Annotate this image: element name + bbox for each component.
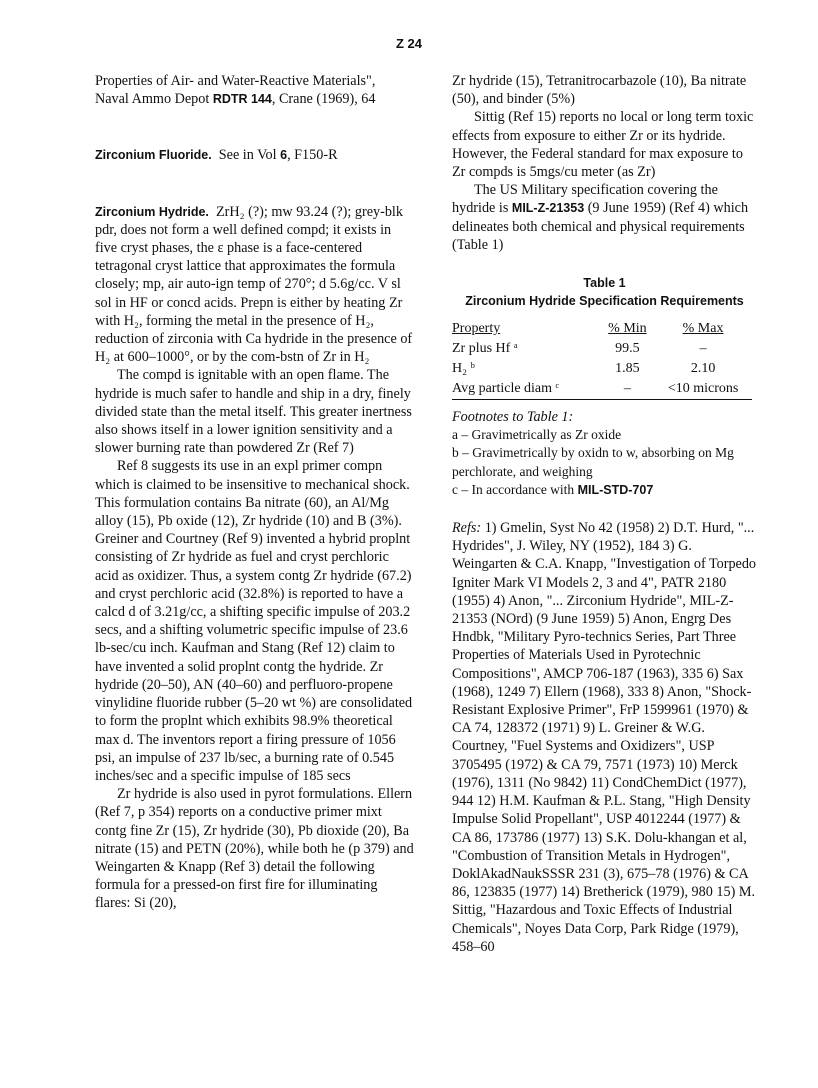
fluoride-heading: Zirconium Fluoride. bbox=[95, 148, 212, 163]
table-cell: Avg particle diam ᶜ bbox=[452, 379, 601, 400]
table-header-row bbox=[452, 314, 752, 339]
spec-text-c: (9 June 1959) (Ref 4) which delineates both chemical and physical requirements (Table 1) bbox=[452, 200, 749, 253]
footnotes-title: Footnotes to Table 1: bbox=[452, 409, 574, 426]
continued-ref-report: RDTR 144 bbox=[212, 92, 272, 107]
continued-ref-line2a: Naval Ammo Depot bbox=[95, 91, 213, 108]
spec-table bbox=[452, 314, 752, 400]
refs-label: Refs: bbox=[452, 520, 482, 537]
table-title: Zirconium Hydride Specification Requirements bbox=[465, 294, 744, 309]
table-header-property: Property bbox=[452, 321, 501, 337]
fluoride-text: See in Vol bbox=[218, 147, 281, 164]
right-column bbox=[452, 72, 757, 956]
fluoride-ref: , F150-R bbox=[287, 147, 338, 164]
table-row bbox=[452, 359, 752, 379]
table-row bbox=[452, 379, 752, 400]
footnote-c bbox=[452, 481, 757, 499]
table-label: Table 1 bbox=[583, 276, 626, 291]
table-cell: – bbox=[699, 341, 707, 357]
hydride-paragraph-3: Ref 8 suggests its use in an expl primer compn which is claimed to be insensitive to mechanical shock. This formulation contains Ba nitrate (60), an Al/Mg alloy (15), Pb oxide (12), Zr hydride (10) and B (3%). Greiner and Courtney (Ref 9) invented a hybrid proplnt consisting of Zr hydride as fuel and cryst perchloric acid as oxidizer. Thus, a system contg Zr hydride (67.2) and cryst perchloric acid (32.8%) is reported to have a calcd d of 3.21g/cc, a shifting specific impulse of 203.2 secs, and a shifting volumetric specific impulse of 23.6 lb-sec/cu inch. Kaufman and Stang (Ref 12) claim to have invented a solid proplnt contg the hydride. Zr hydride (20–50), AN (40–60) and perfluoro-propene vinylidine fluoride rubber (5–20 wt %) are consolidated to form the proplnt which exhibits 98.9% theoretical max d. The inventors report a firing pressure of 1056 psi, an impulse of 237 lb/sec, a burning rate of 0.545 inches/sec and a specific impulse of 185 secs bbox=[95, 458, 413, 784]
right-paragraph-1: Zr hydride (15), Tetranitrocarbazole (10), Ba nitrate (50), and binder (5%) bbox=[452, 73, 747, 108]
left-column bbox=[95, 72, 415, 913]
footnote-c-standard: MIL-STD-707 bbox=[577, 482, 654, 497]
table-cell: H₂ ᵇ bbox=[452, 361, 475, 377]
hydride-paragraph-1: ZrH₂ (?); mw 93.24 (?); grey-blk pdr, does not form a well defined compd; it exists in five cryst phases, the ε phase is a face-centered tetragonal cryst lattice that approximates the formula closely; mp, air auto-ign temp of 270°; d 5.6g/cc. V sl sol in HF or concd acids. Prepn is either by heating Zr with H₂, forming the metal in the presence of H₂, reduction of zirconia with Ca hydride in the presence of H₂ at 600–1000°, or by the com-bstn of Zr in H₂ bbox=[95, 203, 413, 366]
spec-number: MIL-Z-21353 bbox=[511, 201, 585, 216]
table-cell: – bbox=[601, 379, 654, 400]
right-paragraph-3 bbox=[452, 181, 757, 254]
table-header-max: % Max bbox=[682, 321, 724, 337]
spec-text-a: The US Military specification covering the hydride is bbox=[452, 182, 718, 217]
table-header-min: % Min bbox=[608, 321, 647, 337]
hydride-heading: Zirconium Hydride. bbox=[95, 204, 209, 219]
page-number: Z 24 bbox=[395, 36, 422, 51]
table-cell: 1.85 bbox=[615, 361, 640, 377]
right-paragraph-2: Sittig (Ref 15) reports no local or long term toxic effects from exposure to either Zr or its hydride. However, the Federal standard for max exposure to Zr compds is 5mgs/cu meter (as Zr) bbox=[452, 109, 754, 181]
hydride-entry-intro bbox=[95, 203, 415, 367]
table-cell: <10 microns bbox=[654, 379, 752, 400]
refs-text: 1) Gmelin, Syst No 42 (1958) 2) D.T. Hurd, "... Hydrides", J. Wiley, NY (1952), 184 3) G. Weingarten & C.A. Knapp, "Investigation of Torpedo Igniter Mark VI Models 2, 3 and 4", PATR 2180 (1955) 4) Anon, "... Zirconium Hydride", MIL-Z-21353 (NOrd) (9 June 1959) 5) Anon, Engrg Des Hndbk, "Military Pyro-technics Series, Part Three Properties of Materials Used in Pyrotechnic Compositions", AMCP 706-187 (1963), 335 6) Sax (1968), 1249 7) Ellern (1968), 333 8) Anon, "Shock-Resistant Explosive Primer", FrP 1599961 (1970) & CA 74, 128372 (1971) 9) L. Greiner & W.G. Courtney, "Fuel Systems and Oxidizers", USP 3705495 (1972) & CA 79, 7571 (1973) 10) Merck (1976), 1311 (No 9842) 11) CondChemDict (1977), 944 12) H.M. Kaufman & P.L. Stang, "High Density Impulse Solid Propellant", USP 4012244 (1977) & CA 86, 173786 (1977) 13) S.K. Dolu-khangan et al, "Combustion of Transition Metals in Hydrogen", DoklAkadNaukSSSR 231 (3), 675–78 (1976) & CA 86, 123835 (1977) 14) Bretherick (1979), 980 15) M. Sittig, "Hazardous and Toxic Effects of Industrial Chemicals", Noyes Data Corp, Park Ridge (1979), 458–60 bbox=[452, 520, 757, 955]
fluoride-volume: 6 bbox=[280, 148, 288, 163]
table-cell: 2.10 bbox=[690, 361, 716, 377]
footnote-b: b – Gravimetrically by oxidn to w, absorbing on Mg perchlorate, and weighing bbox=[452, 445, 734, 479]
table-cell: Zr plus Hf ᵃ bbox=[452, 341, 518, 357]
footnote-c-text: c – In accordance with bbox=[452, 481, 578, 497]
continued-ref-line2c: , Crane (1969), 64 bbox=[271, 91, 376, 108]
hydride-paragraph-2: The compd is ignitable with an open flame. The hydride is much safer to handle and ship in a dry, finely divided state than the metal itself. This greater inertness also shows itself in a lower ignition sensitivity and a slower burning rate than powdered Zr (Ref 7) bbox=[95, 367, 412, 457]
fluoride-entry bbox=[95, 146, 415, 164]
table-cell: 99.5 bbox=[615, 341, 640, 357]
table-row bbox=[452, 339, 752, 359]
references bbox=[452, 519, 757, 956]
hydride-paragraph-4: Zr hydride is also used in pyrot formulations. Ellern (Ref 7, p 354) reports on a conductive primer mixt contg fine Zr (15), Zr hydride (30), Pb dioxide (20), Ba nitrate (15) and PETN (20%), while both he (p 379) and Weingarten & Knapp (Ref 3) detail the following formula for a pressed-on first fire for illuminating flares: Si (20), bbox=[95, 786, 414, 912]
footnote-a: a – Gravimetrically as Zr oxide bbox=[452, 427, 622, 443]
continued-reference bbox=[95, 72, 415, 108]
continued-ref-line1: Properties of Air- and Water-Reactive Materials", bbox=[95, 73, 376, 89]
